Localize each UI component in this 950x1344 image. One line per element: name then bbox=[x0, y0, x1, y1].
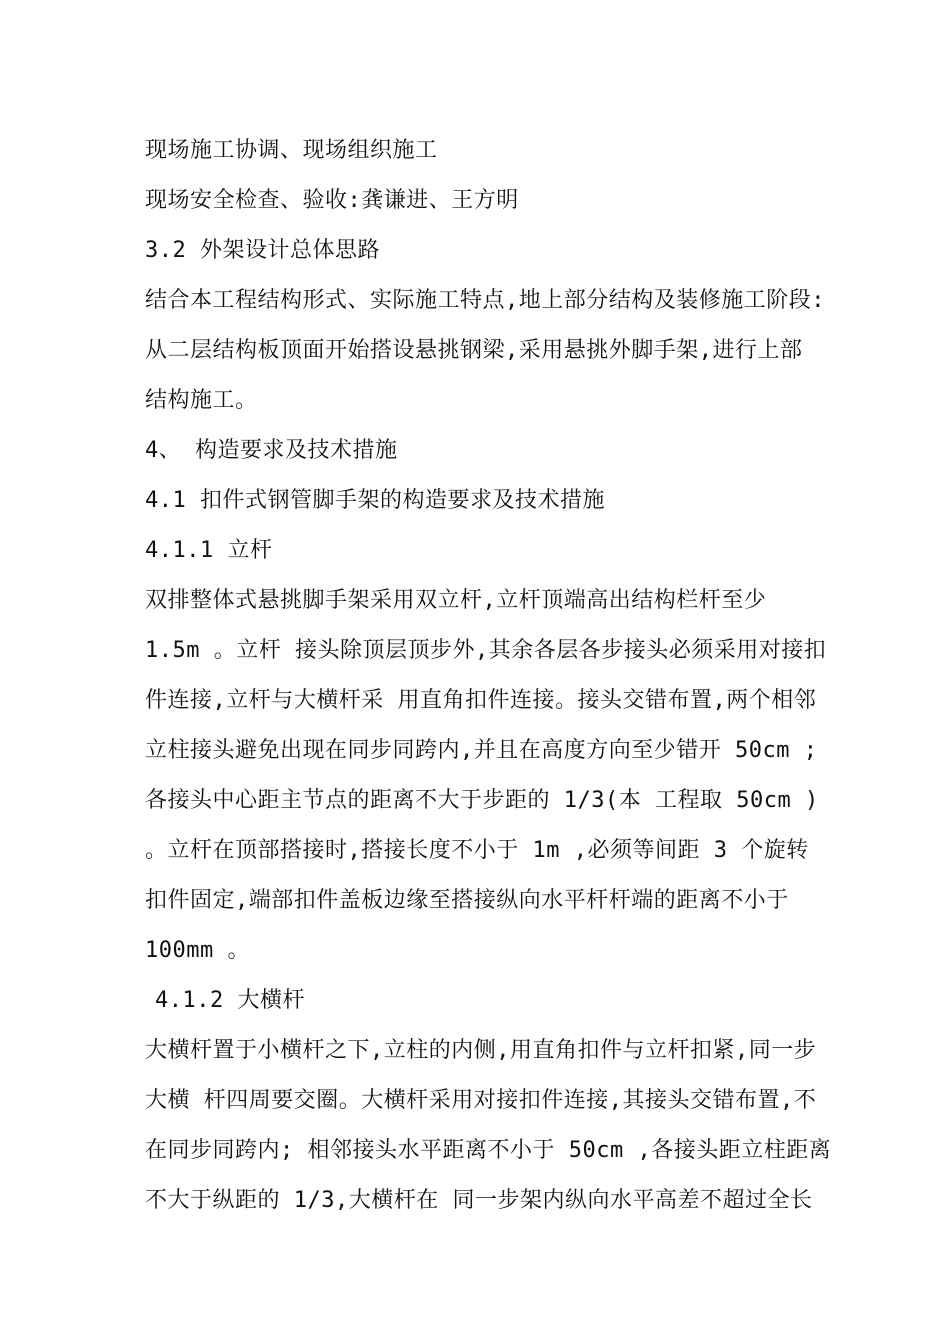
text-line: 100mm 。 bbox=[145, 938, 250, 963]
section-heading: 3.2 外架设计总体思路 bbox=[145, 238, 380, 263]
section-heading: 4.1.1 立杆 bbox=[145, 538, 273, 563]
text-line: 不大于纵距的 1/3,大横杆在 同一步架内纵向水平高差不超过全长 bbox=[145, 1188, 813, 1213]
text-line: 立柱接头避免出现在同步同跨内,并且在高度方向至少错开 50cm ; bbox=[145, 738, 818, 763]
section-heading: 4、 构造要求及技术措施 bbox=[145, 438, 398, 463]
text-line: 结构施工。 bbox=[145, 388, 258, 413]
text-line: 结合本工程结构形式、实际施工特点,地上部分结构及装修施工阶段: bbox=[145, 288, 825, 313]
text-line: 。立杆在顶部搭接时,搭接长度不小于 1m ,必须等间距 3 个旋转 bbox=[145, 838, 809, 863]
text-line: 从二层结构板顶面开始搭设悬挑钢梁,采用悬挑外脚手架,进行上部 bbox=[145, 338, 803, 363]
text-line: 大横 杆四周要交圈。大横杆采用对接扣件连接,其接头交错布置,不 bbox=[145, 1088, 817, 1113]
text-line: 现场安全检查、验收:龚谦进、王方明 bbox=[145, 188, 519, 213]
text-line: 现场施工协调、现场组织施工 bbox=[145, 138, 438, 163]
text-line: 件连接,立杆与大横杆采 用直角扣件连接。接头交错布置,两个相邻 bbox=[145, 688, 817, 713]
text-line: 双排整体式悬挑脚手架采用双立杆,立杆顶端高出结构栏杆至少 bbox=[145, 588, 767, 613]
text-line: 扣件固定,端部扣件盖板边缘至搭接纵向水平杆杆端的距离不小于 bbox=[145, 888, 789, 913]
text-line: 1.5m 。立杆 接头除顶层顶步外,其余各层各步接头必须采用对接扣 bbox=[145, 638, 827, 663]
section-heading: 4.1.2 大横杆 bbox=[155, 988, 305, 1013]
text-line: 各接头中心距主节点的距离不大于步距的 1/3(本 工程取 50cm ) bbox=[145, 788, 819, 813]
section-heading: 4.1 扣件式钢管脚手架的构造要求及技术措施 bbox=[145, 488, 605, 513]
text-line: 在同步同跨内; 相邻接头水平距离不小于 50cm ,各接头距立柱距离 bbox=[145, 1138, 832, 1163]
text-line: 大横杆置于小横杆之下,立柱的内侧,用直角扣件与立杆扣紧,同一步 bbox=[145, 1038, 817, 1063]
